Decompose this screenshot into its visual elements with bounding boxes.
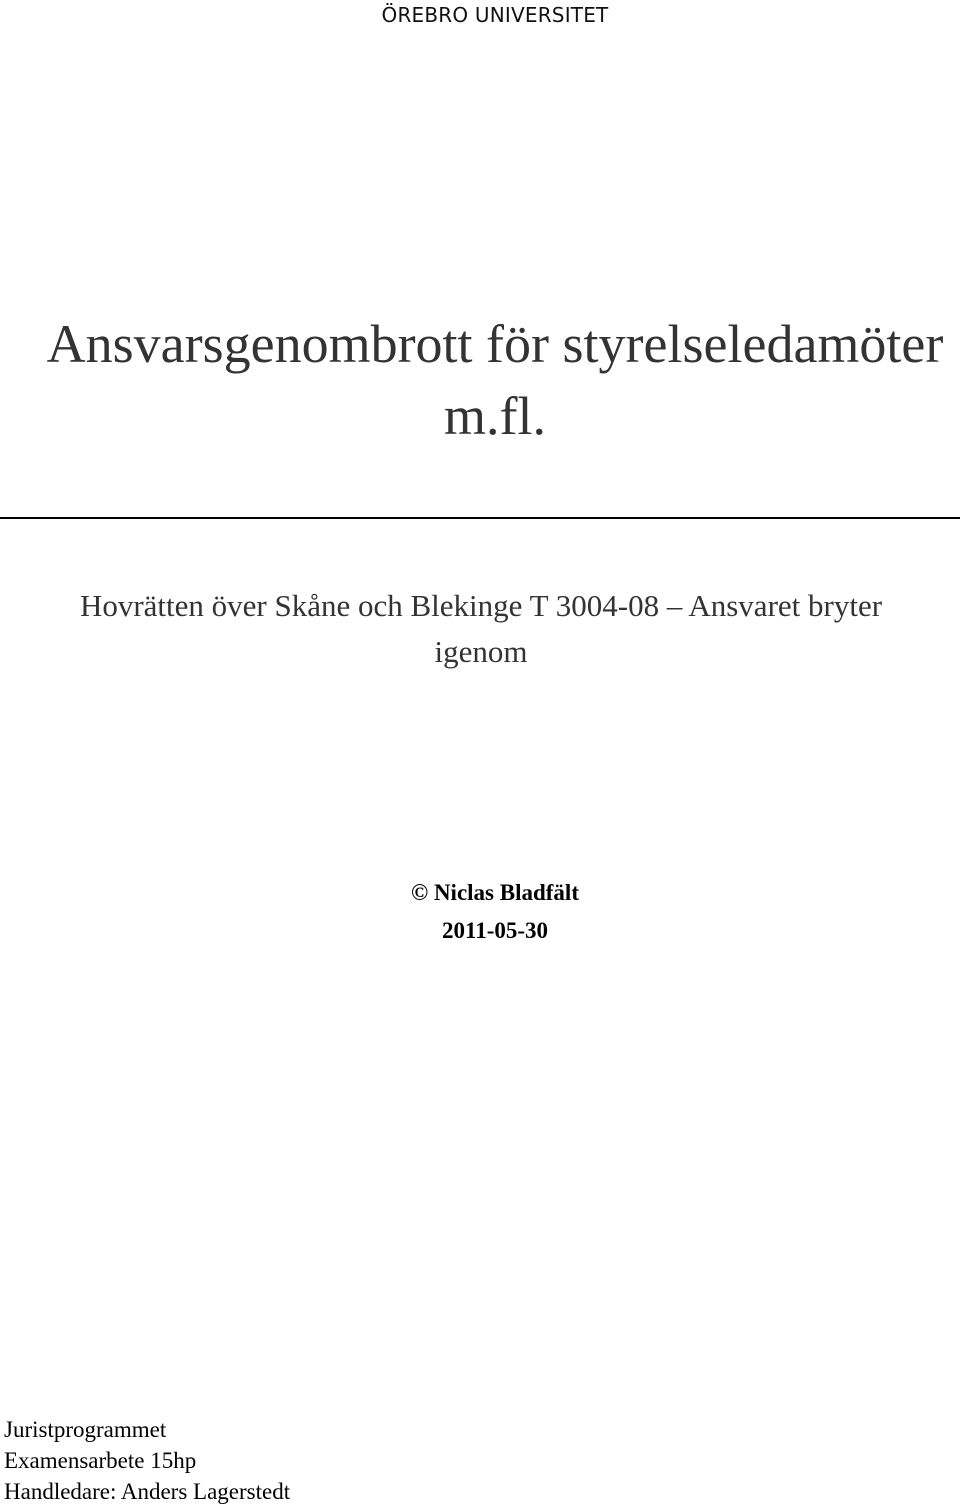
author-name: © Niclas Bladfält bbox=[411, 880, 579, 905]
submission-date: 2011-05-30 bbox=[441, 918, 549, 943]
horizontal-divider bbox=[0, 517, 960, 519]
program-name: Juristprogrammet bbox=[4, 1417, 167, 1442]
document-title bbox=[0, 308, 960, 452]
subtitle-line-1: Hovrätten över Skåne och Blekinge T 3004-08 – Ansvaret bryter bbox=[79, 588, 883, 623]
thesis-type: Examensarbete 15hp bbox=[4, 1448, 197, 1473]
supervisor: Handledare: Anders Lagerstedt bbox=[4, 1479, 291, 1504]
title-line-1: Ansvarsgenombrott för styrelseledamöter bbox=[46, 314, 944, 374]
author-block bbox=[0, 874, 960, 950]
thesis-info bbox=[4, 1414, 290, 1507]
subtitle-line-2: igenom bbox=[434, 634, 528, 669]
document-subtitle bbox=[0, 583, 960, 675]
title-line-2: m.fl. bbox=[444, 386, 546, 446]
university-name: ÖREBRO UNIVERSITET bbox=[381, 3, 609, 27]
